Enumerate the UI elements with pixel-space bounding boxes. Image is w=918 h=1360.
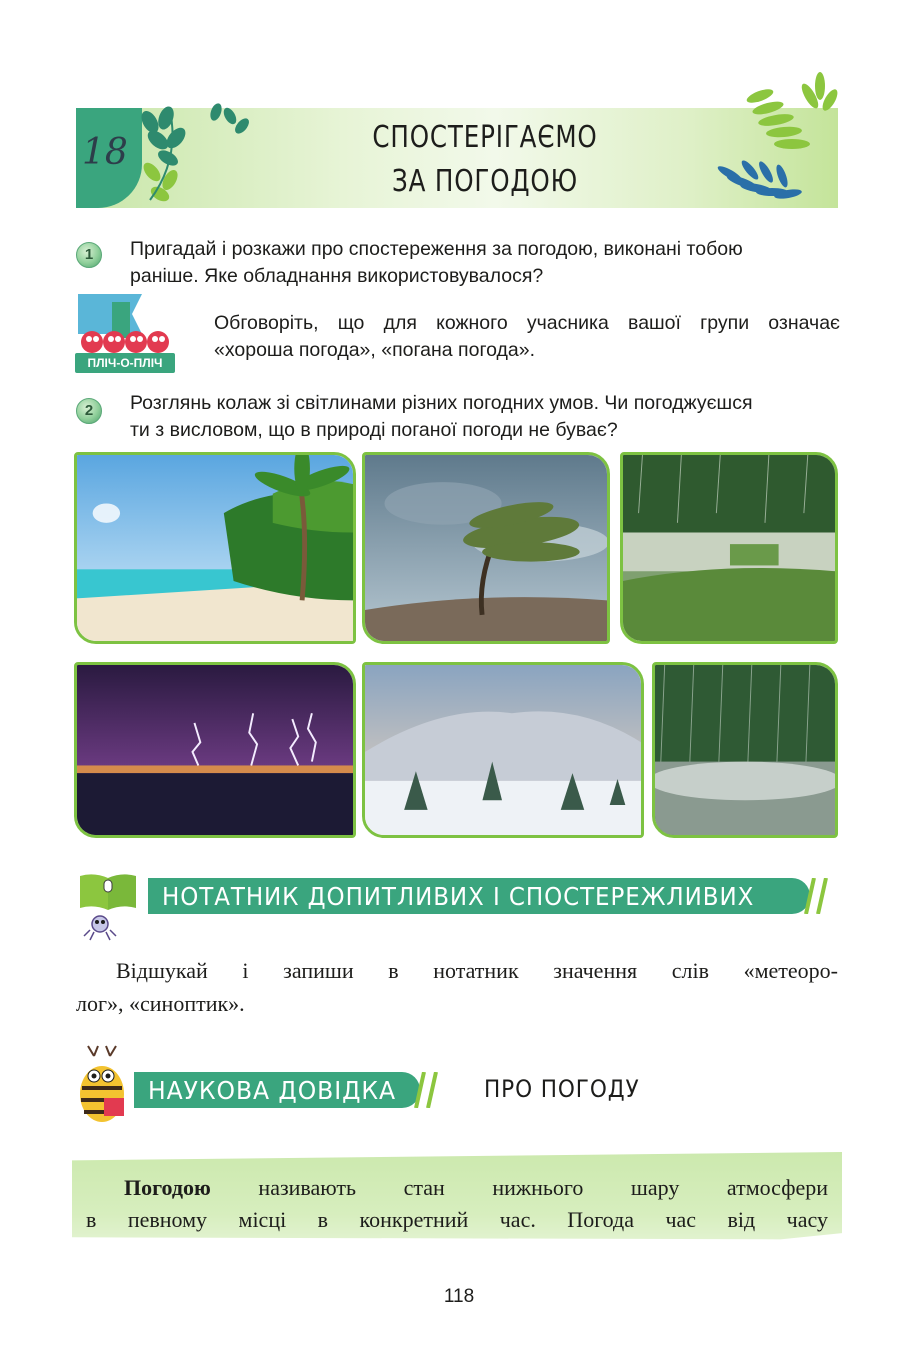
task-2-line2: ти з висловом, що в природі поганої погоди не буває?	[130, 419, 618, 441]
lesson-title-line2: ЗА ПОГОДОЮ	[392, 164, 578, 199]
lesson-number: 18	[82, 132, 128, 173]
notebook-line1: Відшукай і запиши в нотатник значення слів «метеоро-	[116, 958, 838, 983]
reference-heading: НАУКОВА ДОВІДКА	[148, 1076, 397, 1105]
heavy-rain-image	[655, 665, 835, 835]
notebook-line2: лог», «синоптик».	[76, 991, 245, 1016]
leaves-left-icon	[130, 100, 260, 210]
task-number-badge: 1	[76, 242, 102, 268]
pair-work-line1: Обговоріть, що для кожного учасника вашої групи означає	[214, 312, 840, 334]
double-slash-icon	[804, 878, 844, 914]
reference-topic: ПРО ПОГОДУ	[484, 1075, 640, 1103]
rainy-field-image	[623, 455, 835, 641]
notebook-text	[76, 954, 838, 1020]
photo-windy-tree	[362, 452, 610, 644]
task-number-badge: 2	[76, 398, 102, 424]
snowy-forest-image	[365, 665, 641, 835]
fern-leaves-icon	[690, 66, 840, 211]
reference-heading-bar	[134, 1072, 420, 1108]
task-1-line1: Пригадай і розкажи про спостереження за погодою, виконані тобою	[130, 238, 743, 260]
notebook-book-icon	[76, 870, 142, 942]
definition-line1-rest: називають стан нижнього шару атмосфери	[210, 1175, 828, 1200]
lesson-title-line1: СПОСТЕРІГАЄМО	[372, 120, 598, 155]
photo-sunny-beach	[74, 452, 356, 644]
lesson-title	[333, 116, 636, 204]
photo-lightning-storm	[74, 662, 356, 838]
task-2-text	[130, 390, 840, 444]
double-slash-icon	[414, 1072, 454, 1108]
page-number: 118	[443, 1286, 475, 1307]
definition-term: Погодою	[124, 1175, 211, 1200]
pair-work-label: ПЛІЧ-О-ПЛІЧ	[75, 353, 175, 373]
definition-line2: в певному місці в конкретний час. Погода час від часу	[86, 1207, 828, 1232]
bee-mascot-icon	[74, 1044, 134, 1128]
photo-heavy-rain	[652, 662, 838, 838]
definition-text	[86, 1172, 828, 1236]
lightning-storm-image	[77, 665, 353, 835]
sunny-beach-image	[77, 455, 353, 641]
notebook-heading: НОТАТНИК ДОПИТЛИВИХ І СПОСТЕРЕЖЛИВИХ	[162, 882, 755, 911]
task-1-line2: раніше. Яке обладнання використовувалося?	[130, 265, 544, 287]
notebook-heading-bar	[148, 878, 810, 914]
photo-rainy-field	[620, 452, 838, 644]
task-1-text	[130, 236, 840, 290]
task-2-line1: Розглянь колаж зі світлинами різних погодних умов. Чи погоджуєшся	[130, 392, 753, 414]
pair-work-line2: «хороша погода», «погана погода».	[214, 339, 536, 361]
photo-snowy-forest	[362, 662, 644, 838]
windy-tree-image	[365, 455, 607, 641]
